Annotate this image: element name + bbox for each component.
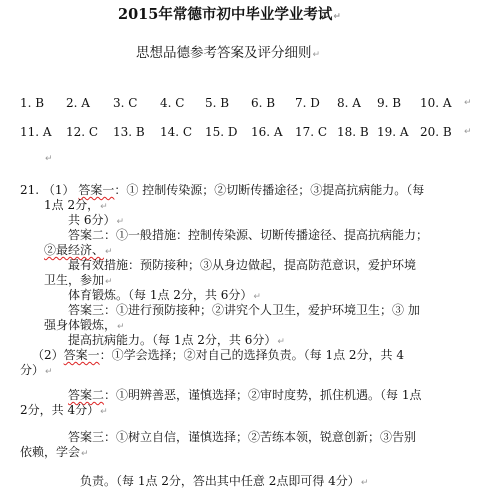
choice-answer: 12. C (66, 125, 99, 139)
q21-part2-answer3-end: 负责。（每 1点 2分，答出其中任意 2点即可得 4分） (80, 474, 360, 488)
paragraph-mark-icon: ↵ (464, 127, 472, 137)
paragraph-mark-icon: ↵ (45, 154, 53, 164)
q21-part2-answer1-cont: 分） (20, 363, 45, 377)
q21-answer2: 答案二：①一般措施：控制传染源、切断传播途径、提高抗病能力； (68, 228, 429, 242)
choice-answer: 2. A (66, 96, 90, 110)
choice-answer: 9. B (377, 96, 402, 110)
q21-part2-answer3-cont: 依赖，学会 (20, 445, 81, 459)
q21-part2-answer2-cont: 2分，共 4分） (20, 403, 100, 417)
choice-answer: 13. B (113, 125, 145, 139)
choice-answer: 3. C (113, 96, 138, 110)
choice-answer: 6. B (251, 96, 276, 110)
q21-part2-answer3: 答案三：①树立自信，谨慎选择；②苦练本领，锐意创新；③告别 (68, 430, 417, 444)
choice-answer: 5. B (205, 96, 230, 110)
page-subtitle: 思想品德参考答案及评分细则↵ (136, 45, 321, 61)
q21-answer3-cont: 强身体锻炼， (44, 318, 117, 332)
choice-answer: 15. D (205, 125, 238, 139)
choice-answer: 19. A (377, 125, 409, 139)
choice-answer: 14. C (160, 125, 193, 139)
choice-answer: 11. A (20, 125, 52, 139)
page-title: 2015年常德市初中毕业学业考试↵ (118, 6, 341, 23)
q21-answer2-hygiene: 卫生，参加 (44, 273, 105, 287)
q21-answer1-score: 共 6分） (68, 213, 116, 227)
q21-part2-answer2: 答案二：①明辨善恶，谨慎选择；②审时度势，抓住机遇。（每 1点 (68, 388, 422, 402)
q21-answer3-score: 提高抗病能力。（每 1点 2分，共 6分） (68, 333, 277, 347)
q21-answer2-cont: ②最经济、 (44, 243, 105, 257)
q21-answer3: 答案三：①进行预防接种；②讲究个人卫生，爱护环境卫生；③ 加 (68, 303, 420, 317)
q21-answer2-effective: 最有效措施：预防接种；③从身边做起，提高防范意识，爱护环境 (68, 258, 417, 272)
q21-answer1-line: 21. （1） 答案一：① 控制传染源；②切断传播途径；③提高抗病能力。（每 (20, 183, 425, 197)
choice-answer: 16. A (251, 125, 283, 139)
choice-answer: 1. B (20, 96, 45, 110)
q21-answer2-exercise: 体育锻炼。（每 1点 2分，共 6分） (68, 288, 253, 302)
choice-answer: 17. C (295, 125, 328, 139)
choice-answer: 4. C (160, 96, 185, 110)
q21-part2-answer1: （2）答案一：①学会选择；②对自己的选择负责。（每 1点 2分，共 4 (32, 348, 405, 362)
choice-answer: 7. D (295, 96, 320, 110)
choice-answer: 8. A (337, 96, 361, 110)
q21-answer1-cont: 1点 2分， (44, 198, 100, 212)
choice-answer: 10. A (420, 96, 452, 110)
choice-answer: 20. B (420, 125, 452, 139)
choice-answer: 18. B (337, 125, 369, 139)
paragraph-mark-icon: ↵ (312, 50, 321, 60)
paragraph-mark-icon: ↵ (464, 98, 472, 108)
paragraph-mark-icon: ↵ (333, 12, 341, 22)
